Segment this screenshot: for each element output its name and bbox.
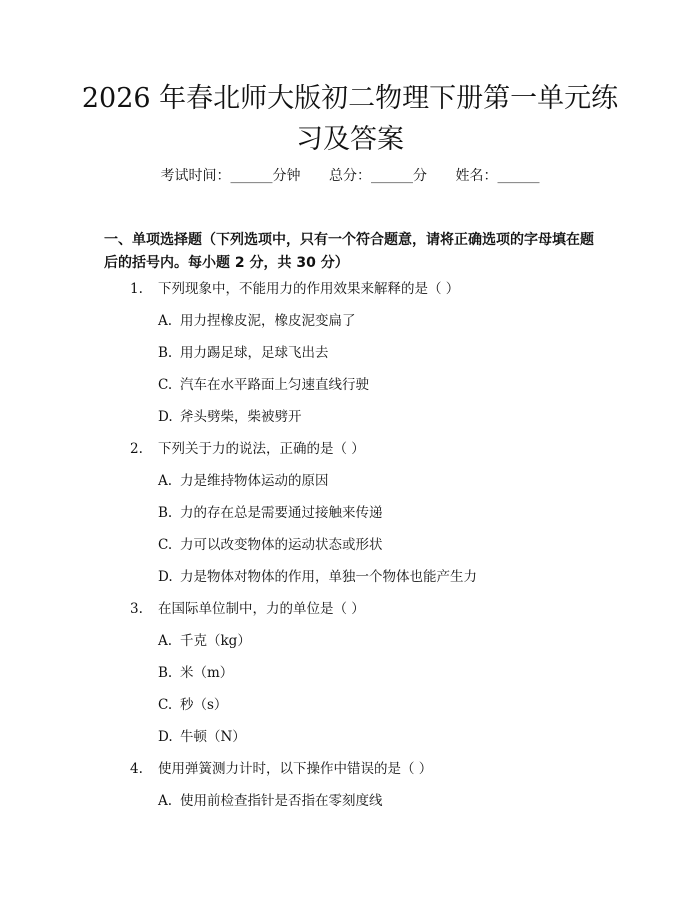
question-number: 2. (130, 441, 143, 457)
question-list (130, 277, 610, 821)
option-letter: A. (158, 633, 173, 649)
option-text: 使用前检查指针是否指在零刻度线 (180, 793, 383, 809)
question-number: 4. (130, 761, 143, 777)
name-field: 姓名：______ (455, 168, 540, 184)
option-letter: D. (158, 569, 173, 585)
option-letter: B. (158, 665, 173, 681)
option-d (130, 565, 610, 597)
option-text: 力可以改变物体的运动状态或形状 (180, 537, 383, 553)
option-text: 牛顿（N） (180, 729, 246, 745)
question-number: 1. (130, 281, 143, 297)
total-score-field: 总分：______分 (329, 168, 427, 184)
question-2 (130, 437, 610, 597)
document-title: 2026 年春北师大版初二物理下册第一单元练习及答案 (81, 83, 619, 155)
option-text: 汽车在水平路面上匀速直线行驶 (180, 377, 369, 393)
option-text: 用力踢足球，足球飞出去 (180, 345, 329, 361)
option-a (130, 789, 610, 821)
exam-time-field: 考试时间：______分钟 (160, 168, 301, 184)
option-b (130, 661, 610, 693)
question-1 (130, 277, 610, 437)
option-c (130, 533, 610, 565)
option-c (130, 693, 610, 725)
exam-info-row (0, 166, 700, 186)
option-text: 秒（s） (180, 697, 228, 713)
question-stem (130, 597, 610, 629)
question-text: 下列现象中，不能用力的作用效果来解释的是（ ） (158, 281, 460, 297)
question-text: 使用弹簧测力计时，以下操作中错误的是（ ） (158, 761, 433, 777)
option-a (130, 309, 610, 341)
option-d (130, 725, 610, 757)
question-stem (130, 437, 610, 469)
option-text: 用力捏橡皮泥，橡皮泥变扁了 (180, 313, 356, 329)
option-letter: B. (158, 505, 173, 521)
question-number: 3. (130, 601, 143, 617)
option-b (130, 341, 610, 373)
option-letter: C. (158, 697, 173, 713)
option-letter: B. (158, 345, 173, 361)
option-d (130, 405, 610, 437)
option-letter: D. (158, 729, 173, 745)
question-text: 下列关于力的说法，正确的是（ ） (158, 441, 365, 457)
option-letter: D. (158, 409, 173, 425)
question-stem (130, 277, 610, 309)
option-letter: A. (158, 473, 173, 489)
option-text: 力是维持物体运动的原因 (180, 473, 329, 489)
question-stem (130, 757, 610, 789)
question-3 (130, 597, 610, 757)
question-4 (130, 757, 610, 821)
option-text: 力是物体对物体的作用，单独一个物体也能产生力 (180, 569, 477, 585)
option-c (130, 373, 610, 405)
option-a (130, 629, 610, 661)
option-text: 千克（kg） (180, 633, 251, 649)
option-letter: A. (158, 313, 173, 329)
section-heading: 一、单项选择题（下列选项中，只有一个符合题意，请将正确选项的字母填在题后的括号内。每小题 2 分，共 30 分） (104, 232, 594, 271)
option-letter: A. (158, 793, 173, 809)
option-letter: C. (158, 377, 173, 393)
question-text: 在国际单位制中，力的单位是（ ） (158, 601, 365, 617)
option-text: 斧头劈柴，柴被劈开 (180, 409, 302, 425)
option-letter: C. (158, 537, 173, 553)
option-b (130, 501, 610, 533)
option-a (130, 469, 610, 501)
option-text: 米（m） (180, 665, 234, 681)
option-text: 力的存在总是需要通过接触来传递 (180, 505, 383, 521)
